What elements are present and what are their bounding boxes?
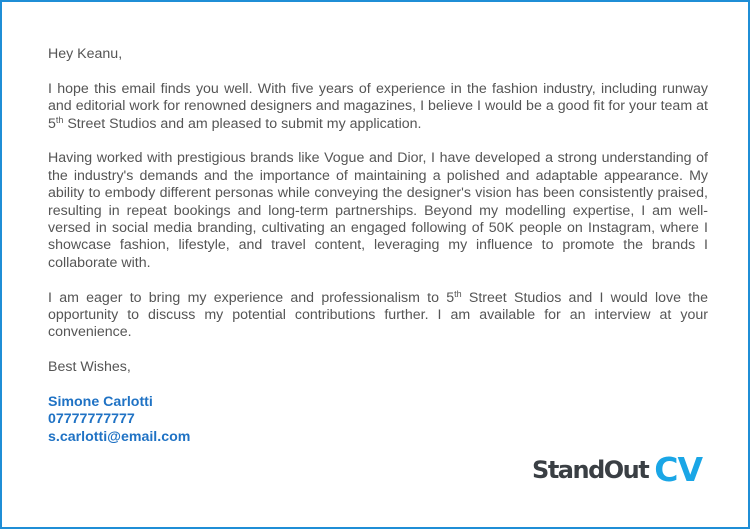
standout-cv-logo [532, 450, 702, 489]
signature-email: s.carlotti@email.com [48, 428, 191, 445]
logo-wordmark: StandOut [532, 455, 649, 484]
paragraph-closing-text-b: Street Studios and I would love the opportunity to discuss my potential contributions further. I am available for an interview at your convenience. [48, 289, 708, 341]
ordinal-suffix: th [454, 288, 462, 299]
paragraph-closing [48, 290, 708, 342]
logo-cv-mark: CV [654, 450, 702, 489]
greeting: Hey Keanu, [48, 46, 123, 62]
signature-phone: 07777777777 [48, 411, 135, 428]
cover-letter [48, 46, 708, 446]
paragraph-experience: Having worked with prestigious brands like Vogue and Dior, I have developed a strong understanding of the industry's demands and the importance of maintaining a polished and adaptable appearance. My ability to embody different personas while conveying the designer's vision has been consistently praised, resulting in repeat bookings and long-term partnerships. Beyond my modelling expertise, I am well-versed in social media branding, cultivating an engaged following of 50K people on Instagram, where I showcase fashion, lifestyle, and travel content, leveraging my influence to promote the brands I collaborate with. [48, 150, 708, 271]
ordinal-suffix: th [55, 114, 64, 125]
sign-off: Best Wishes, [48, 359, 131, 376]
signature-block [48, 394, 708, 446]
paragraph-intro-text-b: Street Studios and am pleased to submit my application. [63, 115, 422, 132]
paragraph-intro [48, 81, 708, 133]
paragraph-closing-text-a: I am eager to bring my experience and professionalism to 5 [48, 289, 455, 306]
paragraph-intro-text-a: I hope this email finds you well. With five years of experience in the fashion industry, including runway and editorial work for renowned designers and magazines, I believe I would be a good fit for your team at 5 [48, 80, 708, 132]
signature-name: Simone Carlotti [48, 394, 153, 411]
